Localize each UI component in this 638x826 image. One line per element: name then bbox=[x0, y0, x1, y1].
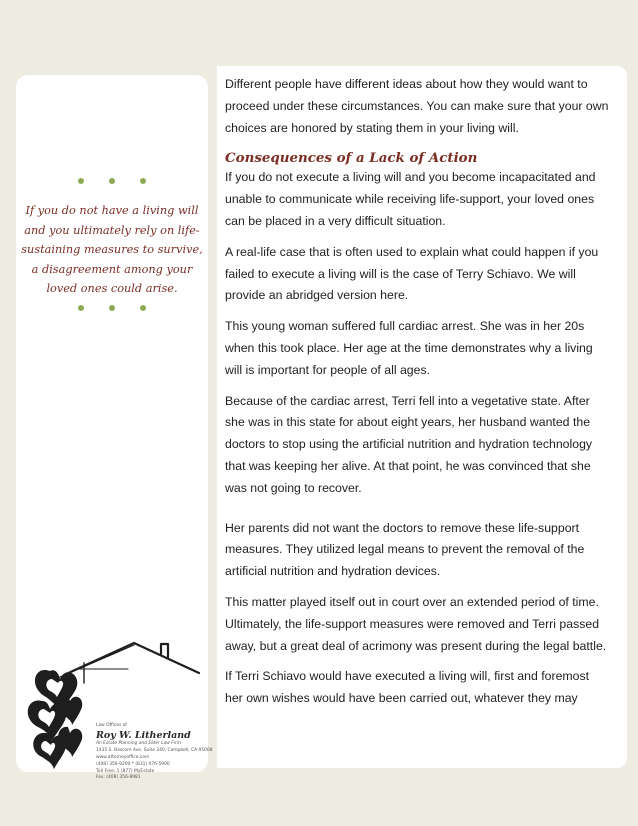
dot-icon bbox=[78, 305, 84, 311]
firm-toll-free: Toll Free: 1 (877) MyEstate bbox=[96, 768, 155, 774]
dot-icon bbox=[78, 178, 84, 184]
body-paragraph: A real-life case that is often used to explain what could happen if you failed to execute a living will is the case of Terry Schiavo. We will provide an abridged version here. bbox=[225, 244, 599, 303]
dot-icon bbox=[109, 305, 115, 311]
pullquote-dots-top bbox=[16, 178, 208, 184]
firm-name: Roy W. Litherland bbox=[96, 729, 191, 741]
dot-icon bbox=[140, 305, 146, 311]
pull-quote: If you do not have a living will and you ultimately rely on life-sustaining measures to survive, a disagreement among your loved ones could arise. bbox=[21, 204, 203, 295]
body-paragraph: If you do not execute a living will and you become incapacitated and unable to communicate while receiving life-support, your loved ones can be placed in a very difficult situation. bbox=[225, 170, 596, 228]
body-paragraph: This matter played itself out in court over an extended period of time. Ultimately, the life-support measures were removed and Terri passed away, but a great deal of acrimony was present during the legal battle. bbox=[225, 594, 607, 653]
pullquote-dots-bottom bbox=[16, 305, 208, 311]
article-body bbox=[225, 74, 610, 710]
intro-paragraph: Different people have different ideas about how they would want to proceed under these circumstances. You can make sure that your own choices are honored by stating them in your living will. bbox=[225, 77, 609, 135]
dot-icon bbox=[140, 178, 146, 184]
firm-fax: Fax: (408) 356-8981 bbox=[96, 775, 141, 781]
sidebar-panel bbox=[16, 75, 213, 781]
body-paragraph: Her parents did not want the doctors to remove these life-support measures. They utilized legal means to prevent the removal of the artificial nutrition and hydration devices. bbox=[225, 520, 585, 579]
main-content-panel bbox=[217, 66, 627, 768]
firm-address: 1435 S. Bascom Ave. Suite 240, Campbell, CA 95008 bbox=[96, 747, 213, 753]
body-paragraph: If Terri Schiavo would have executed a living will, first and foremost her own wishes would have been carried out, whatever they may bbox=[225, 669, 590, 706]
body-paragraph: This young woman suffered full cardiac arrest. She was in her 20s when this took place. Her age at the time demonstrates why a living will is important for people of all ages. bbox=[225, 319, 593, 377]
firm-phone: (408) 356-9200 * (831) 476-5900 bbox=[96, 761, 170, 767]
firm-contact-block bbox=[96, 723, 213, 782]
firm-tagline: An Estate Planning and Elder Law Firm bbox=[96, 740, 182, 746]
firm-logo bbox=[16, 635, 213, 781]
firm-label: Law Offices of bbox=[96, 723, 127, 728]
firm-website: www.attorneyoffice.com bbox=[96, 754, 150, 760]
dot-icon bbox=[109, 178, 115, 184]
section-heading: Consequences of a Lack of Action bbox=[225, 150, 478, 167]
body-paragraph: Because of the cardiac arrest, Terri fell into a vegetative state. After she was in this state for about eight years, her husband wanted the doctors to stop using the artificial nutrition and hydration technology that was keeping her alive. At that point, he was convinced that she was not going to recover. bbox=[225, 393, 593, 495]
